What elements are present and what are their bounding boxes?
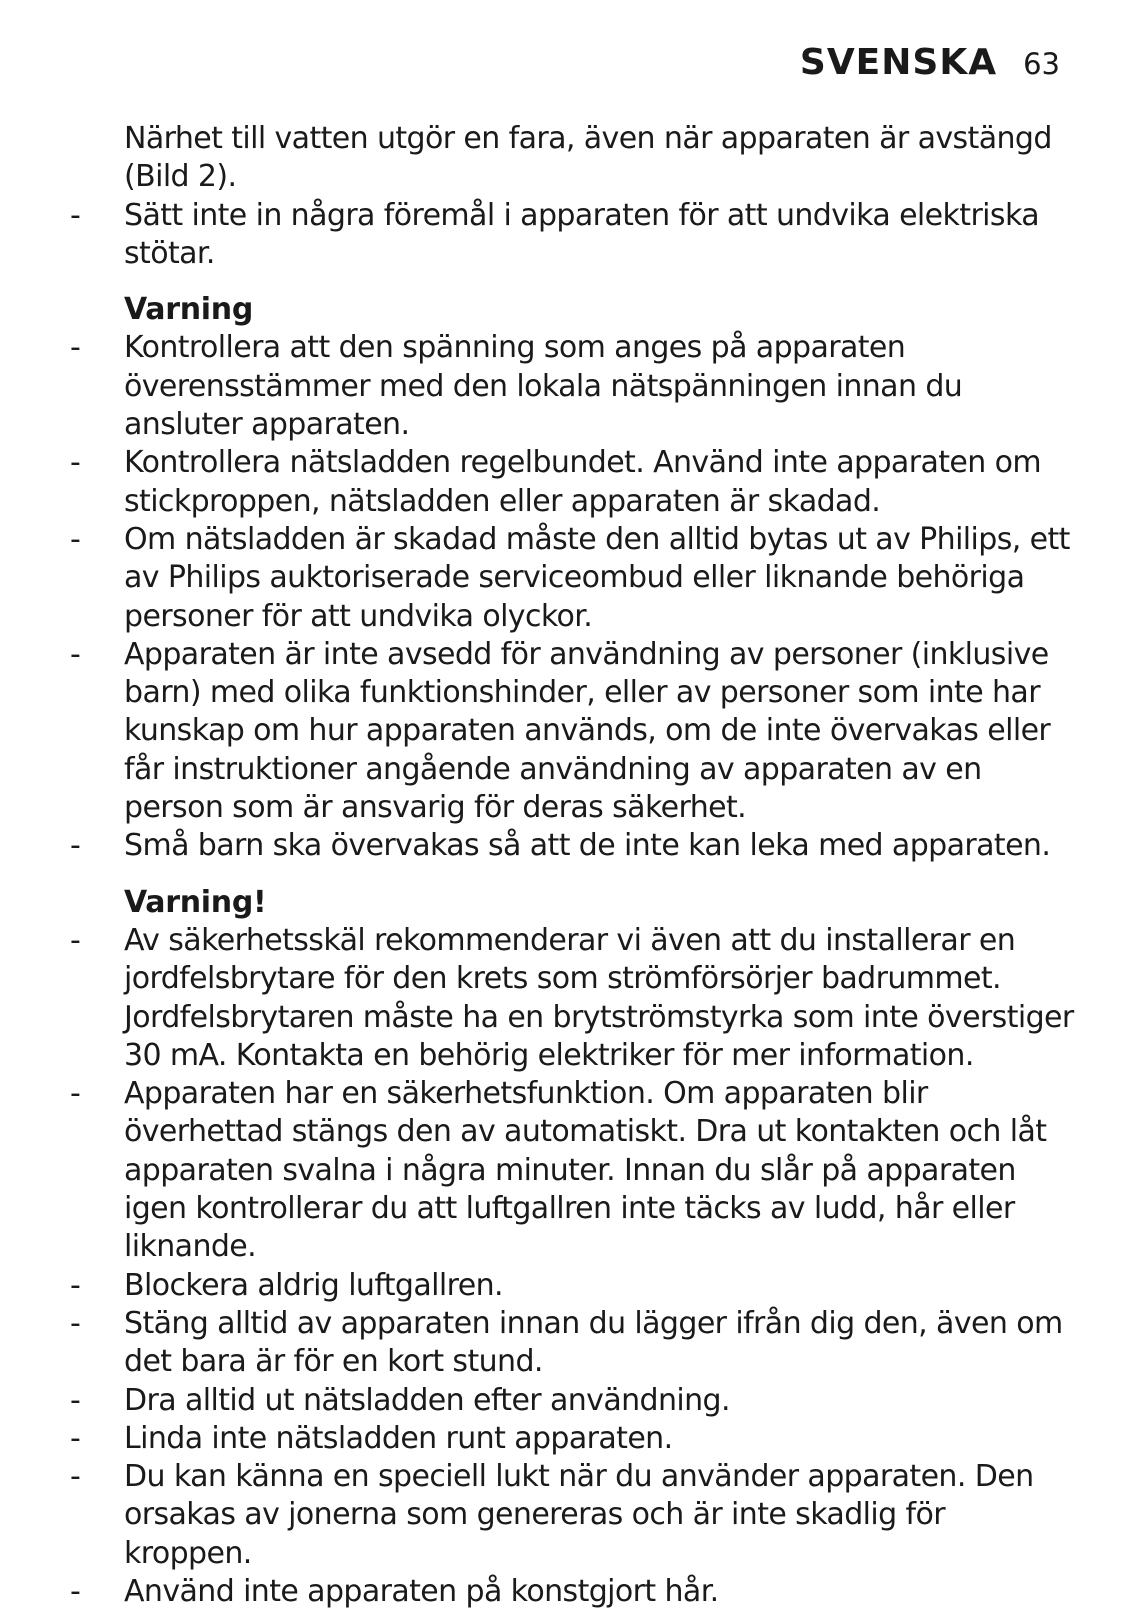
list-item [0,1382,1076,1420]
bullet-text: Linda inte nätsladden runt apparaten. [124,1420,673,1456]
bullet-dash: - [70,1459,81,1495]
list-item [0,1573,1076,1611]
warning-exclaim-bullet-list [0,922,1076,1611]
bullet-text: Använd inte apparaten på konstgjort hår. [124,1573,719,1609]
warning-bullet-list [0,329,1076,865]
list-item [0,1075,1076,1266]
bullet-dash: - [70,922,81,958]
bullet-dash: - [70,1267,81,1303]
bullet-dash: - [70,1573,81,1609]
section-heading-varning-exclaim: Varning! [124,884,267,920]
page-header [800,42,1060,83]
list-item [0,922,1076,1075]
bullet-text: Om nätsladden är skadad måste den alltid bytas ut av Philips, ett av Philips auktoriserade serviceombud eller liknande behöriga personer för att undvika olyckor. [124,521,1070,634]
bullet-text: Apparaten är inte avsedd för användning av personer (inklusive barn) med olika funktionshinder, eller av personer som inte har kunskap om hur apparaten används, om de inte övervakas eller får instruktioner angående användning av apparaten av en person som är ansvarig för deras säkerhet. [124,636,1051,826]
bullet-text: Blockera aldrig luftgallren. [124,1267,503,1303]
page-number: 63 [1023,47,1060,81]
bullet-text: Kontrollera att den spänning som anges på apparaten överensstämmer med den lokala nätspänningen innan du ansluter apparaten. [124,330,963,443]
bullet-text: Kontrollera nätsladden regelbundet. Använd inte apparaten om stickproppen, nätsladden eller apparaten är skadad. [124,445,1041,519]
list-item [0,521,1076,636]
bullet-dash: - [70,1420,81,1456]
list-item [0,827,1076,865]
language-label: SVENSKA [799,42,998,83]
bullet-dash: - [70,521,81,557]
continuation-paragraph: Närhet till vatten utgör en fara, även när apparaten är avstängd (Bild 2). [124,121,1052,195]
bullet-dash: - [70,636,81,672]
bullet-dash: - [70,330,81,366]
bullet-text: Små barn ska övervakas så att de inte kan leka med apparaten. [124,828,1051,864]
page-content [0,120,1076,1611]
bullet-dash: - [70,197,81,233]
bullet-text: Stäng alltid av apparaten innan du lägger ifrån dig den, även om det bara är för en kort stund. [124,1305,1063,1380]
bullet-text: Sätt inte in några föremål i apparaten för att undvika elektriska stötar. [124,197,1039,271]
bullet-dash: - [70,1076,81,1112]
bullet-dash: - [70,1305,81,1341]
bullet-text: Av säkerhetsskäl rekommenderar vi även att du installerar en jordfelsbrytare för den krets som strömförsörjer badrummet. Jordfelsbrytaren måste ha en brytströmstyrka som inte överstiger 30 mA. Kontakta en behörig elektriker för mer information. [124,922,1074,1073]
bullet-text: Apparaten har en säkerhetsfunktion. Om apparaten blir överhettad stängs den av automatiskt. Dra ut kontakten och låt apparaten svalna i några minuter. Innan du slår på apparaten igen kontrollerar du att luftgallren inte täcks av ludd, hår eller liknande. [124,1076,1047,1265]
list-item [0,1420,1076,1458]
bullet-text: Du kan känna en speciell lukt när du använder apparaten. Den orsakas av jonerna som genereras och är inte skadlig för kroppen. [124,1459,1034,1571]
bullet-dash: - [70,1382,81,1418]
list-item [0,1267,1076,1305]
list-item [0,1305,1076,1382]
bullet-text: Dra alltid ut nätsladden efter användning. [124,1382,730,1418]
list-item [0,197,1076,274]
list-item [0,636,1076,827]
intro-bullet-list [0,197,1076,274]
section-heading-varning: Varning [124,292,253,328]
bullet-dash: - [70,445,81,481]
bullet-dash: - [70,828,81,864]
list-item [0,444,1076,521]
list-item [0,329,1076,444]
list-item [0,1458,1076,1573]
